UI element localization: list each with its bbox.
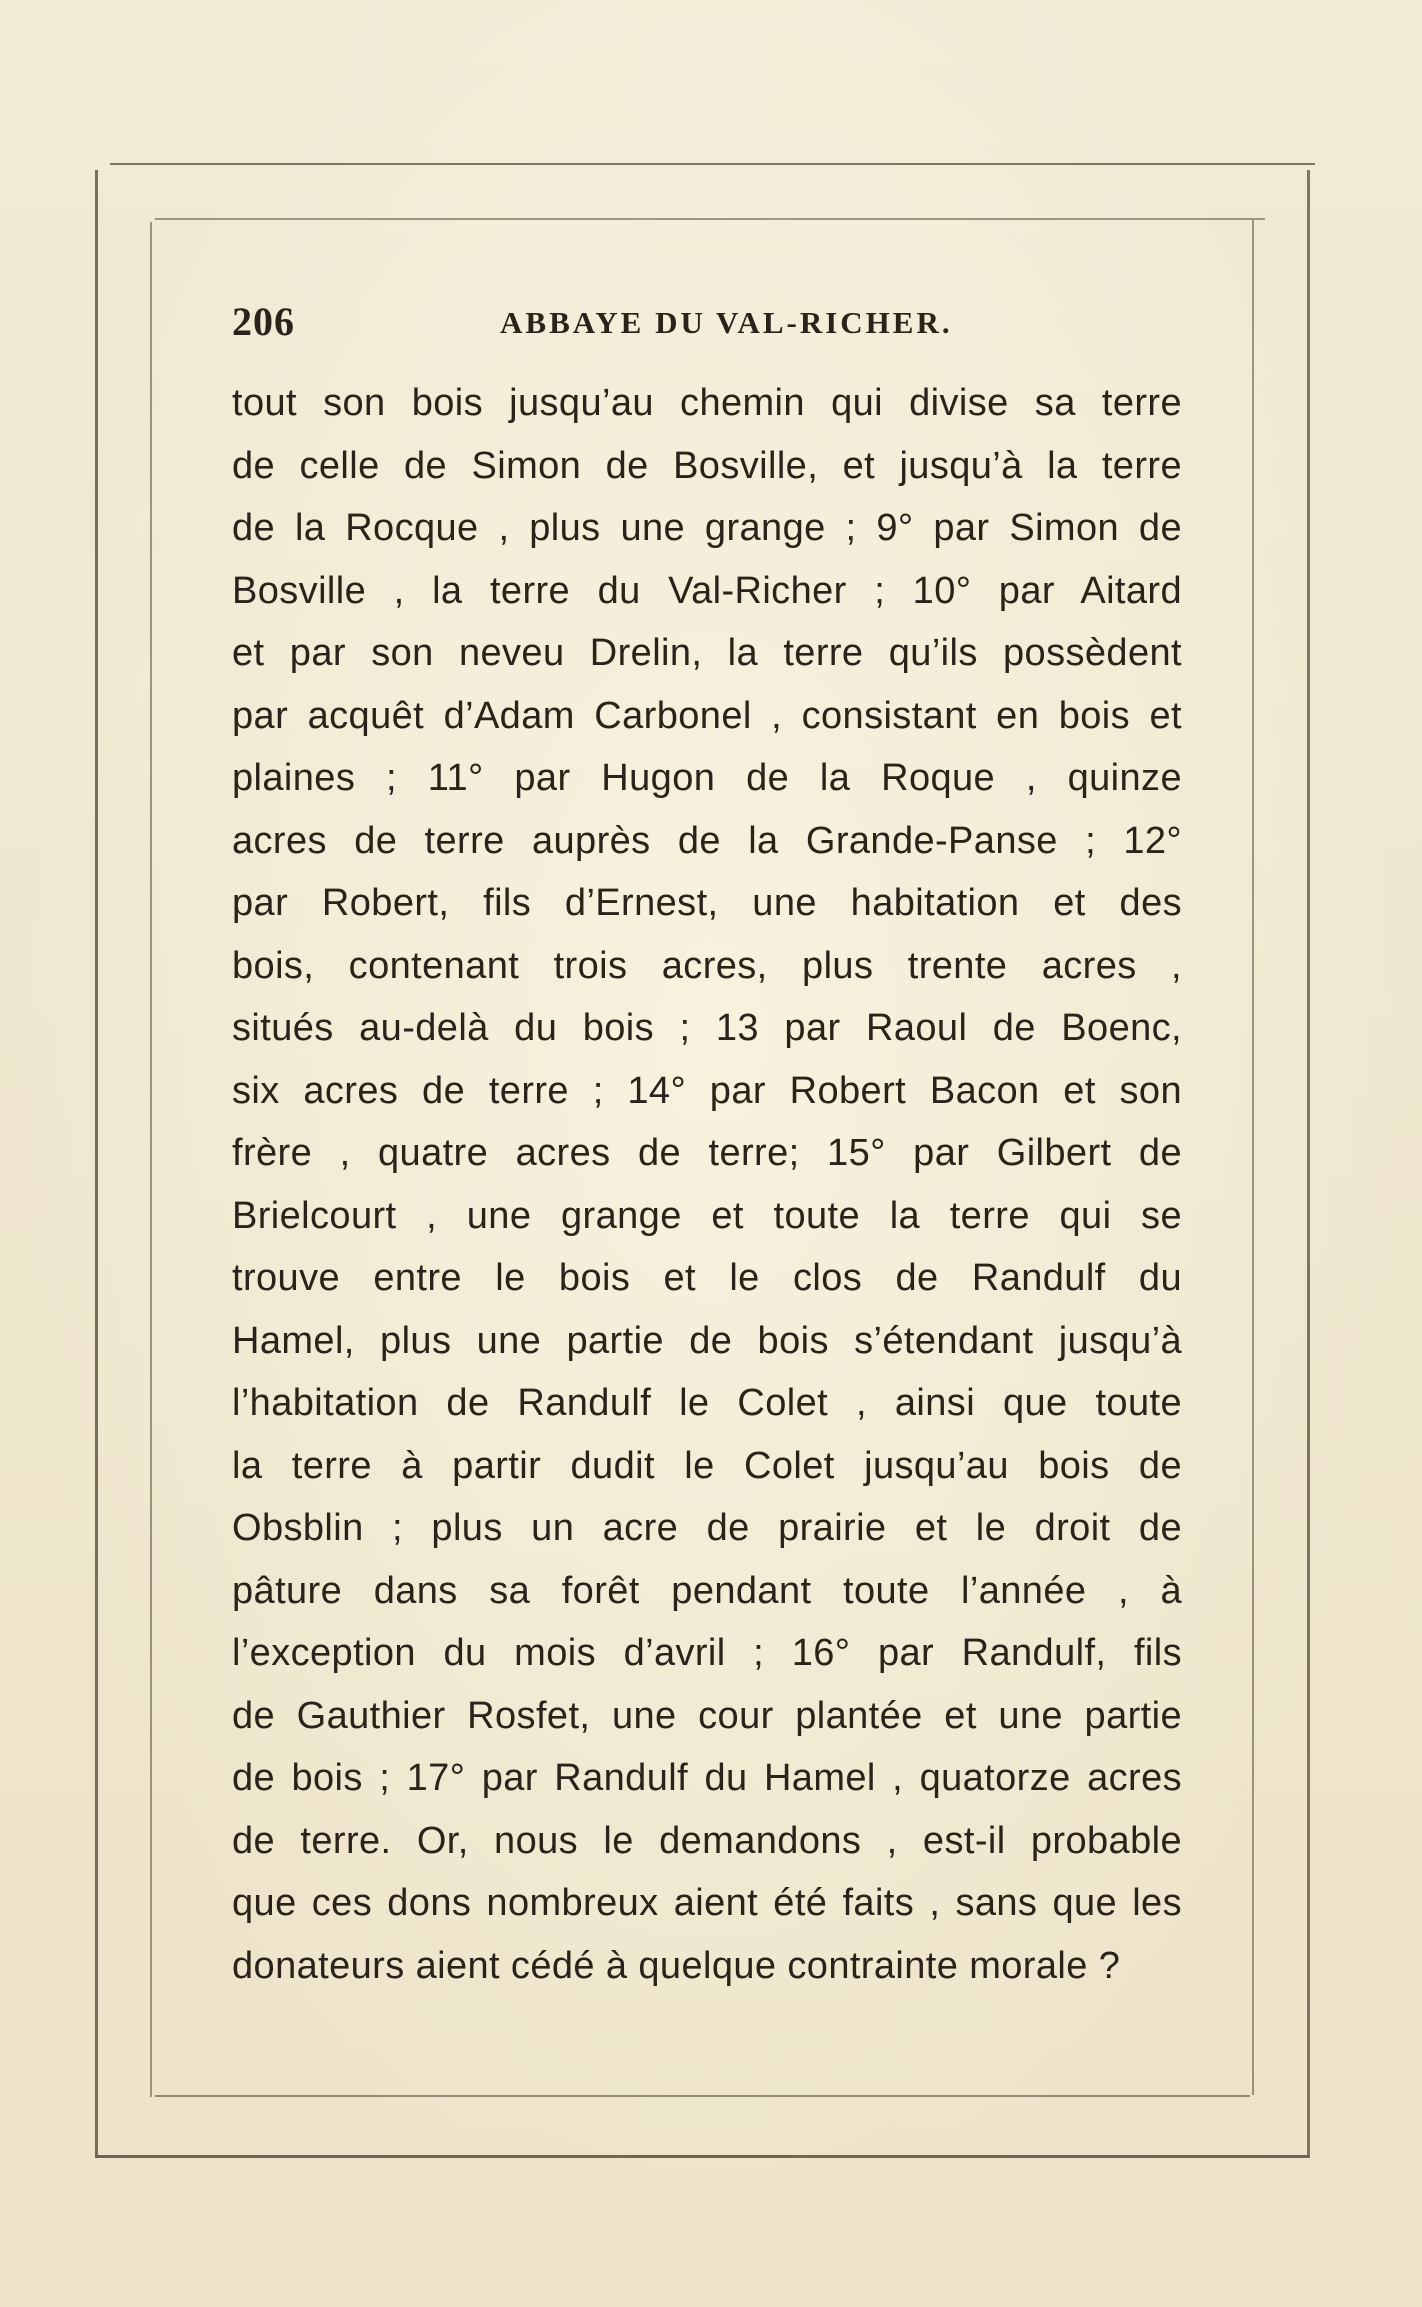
text-line: frère , quatre acres de terre; 15° par Gilbert de [232,1132,1182,1174]
text-line: Hamel, plus une partie de bois s’étendant jusqu’à [232,1319,1182,1362]
frame-rule-right-outer [1307,170,1310,2155]
frame-rule-right-inner [1252,220,1254,2095]
frame-rule-top-outer [110,163,1315,165]
text-line: par Robert, fils d’Ernest, une habitation et des [232,882,1182,924]
text-line: l’exception du mois d’avril ; 16° par Randulf, fils [232,1632,1182,1674]
text-line: de terre. Or, nous le demandons , est-il probable [232,1819,1182,1862]
text-line: de la Rocque , plus une grange ; 9° par Simon de [232,507,1182,549]
text-line: par acquêt d’Adam Carbonel , consistant en bois et [232,694,1182,737]
text-line: tout son bois jusqu’au chemin qui divise sa terre [232,382,1182,424]
text-line: Brielcourt , une grange et toute la terre qui se [232,1194,1182,1237]
text-line: de Gauthier Rosfet, une cour plantée et une partie [232,1694,1182,1737]
text-line: bois, contenant trois acres, plus trente acres , [232,944,1182,987]
text-line: donateurs aient cédé à quelque contrainte morale ? [232,1944,1121,1987]
text-line: de celle de Simon de Bosville, et jusqu’à la terre [232,444,1182,487]
frame-rule-left-outer [95,170,98,2155]
text-line: trouve entre le bois et le clos de Randulf du [232,1257,1182,1299]
frame-rule-bottom-outer [95,2155,1310,2158]
text-line: l’habitation de Randulf le Colet , ainsi que toute [232,1382,1182,1424]
frame-rule-bottom-inner [155,2095,1250,2097]
text-line: Obsblin ; plus un acre de prairie et le droit de [232,1507,1182,1549]
running-head: ABBAYE DU VAL-RICHER. [500,305,953,340]
text-line: pâture dans sa forêt pendant toute l’année , à [232,1569,1182,1612]
page-number: 206 [232,299,295,344]
text-line: six acres de terre ; 14° par Robert Bacon et son [232,1069,1182,1112]
text-line: Bosville , la terre du Val-Richer ; 10° par Aitard [232,569,1182,612]
frame-rule-left-inner [150,222,152,2097]
text-line: de bois ; 17° par Randulf du Hamel , quatorze acres [232,1757,1182,1799]
text-line: la terre à partir dudit le Colet jusqu’au bois de [232,1444,1182,1487]
text-line: que ces dons nombreux aient été faits , sans que les [232,1882,1182,1924]
body-text [232,372,1182,1997]
frame-rule-top-inner [155,218,1265,220]
text-line: plaines ; 11° par Hugon de la Roque , quinze [232,757,1182,799]
page-header [232,298,1222,348]
text-line: et par son neveu Drelin, la terre qu’ils possèdent [232,632,1182,674]
text-line: situés au-delà du bois ; 13 par Raoul de Boenc, [232,1007,1182,1049]
text-line: acres de terre auprès de la Grande-Panse ; 12° [232,819,1182,862]
